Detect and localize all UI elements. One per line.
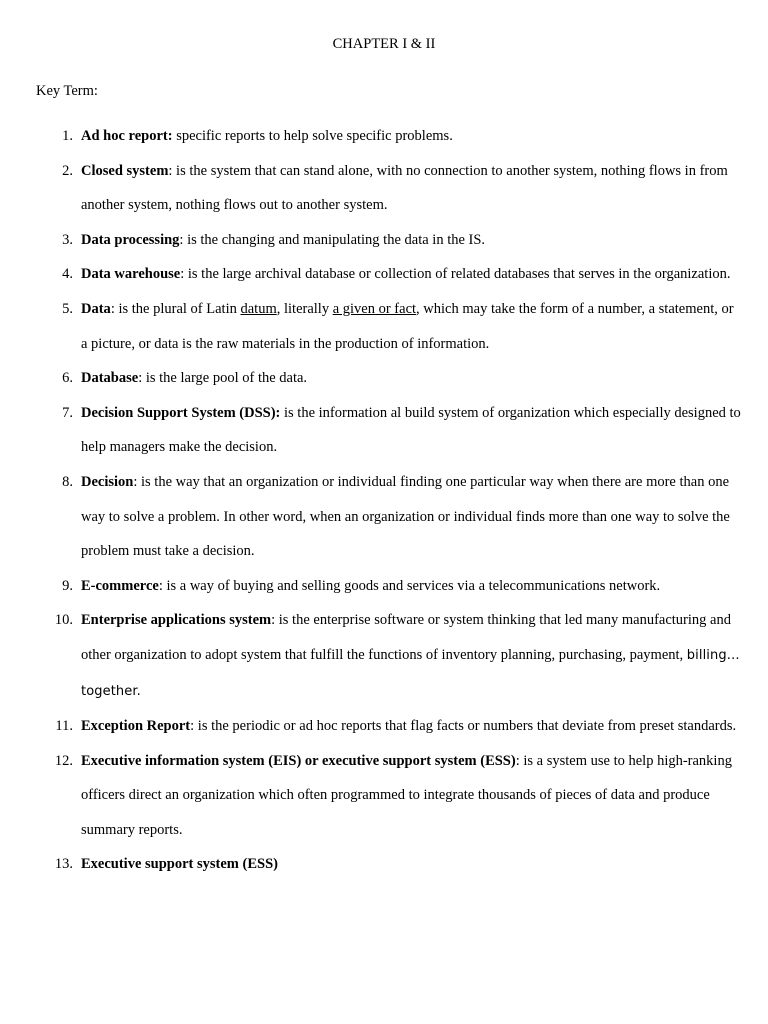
term-definition-tail: billing…together.	[81, 647, 740, 699]
term-label: Data processing	[81, 231, 180, 248]
term-definition: : is a system use to help high-ranking officers direct an organization which often programmed to integrate thousands of pieces of data and produce summary reports.	[81, 752, 732, 838]
term-definition: , literally	[276, 300, 333, 317]
term-label: E-commerce	[81, 577, 159, 594]
list-item	[0, 301, 768, 370]
item-number: 5.	[62, 300, 73, 317]
term-label: Data warehouse	[81, 266, 181, 283]
term-label: Database	[81, 370, 139, 387]
term-definition: : is the changing and manipulating the data in the IS.	[179, 231, 486, 248]
item-number: 10.	[54, 612, 73, 629]
key-term-heading: Key Term:	[36, 83, 98, 99]
key-terms-list	[0, 128, 768, 891]
underlined-phrase-given-fact: a given or fact	[332, 300, 417, 317]
term-label: Executive support system (ESS)	[81, 856, 278, 873]
item-number: 9.	[62, 577, 73, 594]
item-number: 12.	[54, 752, 73, 769]
underlined-word-datum: datum	[240, 300, 277, 317]
item-number: 6.	[62, 370, 73, 387]
item-number: 8.	[62, 473, 73, 490]
term-label: Decision Support System (DSS):	[81, 404, 281, 421]
term-label: Closed system	[81, 162, 169, 179]
list-item	[0, 753, 768, 857]
item-number: 2.	[62, 162, 73, 179]
list-item	[0, 405, 768, 474]
item-number: 11.	[55, 718, 73, 735]
term-label: Ad hoc report:	[81, 128, 173, 144]
term-definition: : is the periodic or ad hoc reports that flag facts or numbers that deviate from preset standards.	[190, 718, 737, 735]
term-label: Enterprise applications system	[81, 612, 272, 629]
item-number: 13.	[54, 856, 73, 873]
item-number: 7.	[62, 404, 73, 421]
term-definition: : is the plural of Latin	[110, 300, 241, 317]
term-definition: is the information al build system of organization which especially designed to help managers make the decision.	[81, 404, 741, 456]
term-definition: : is the system that can stand alone, with no connection to another system, nothing flows in from another system, nothing flows out to another system.	[81, 162, 728, 214]
term-definition: , which may take the form of a number, a statement, or a picture, or data is the raw materials in the production of information.	[81, 300, 734, 352]
term-label: Data	[81, 300, 111, 317]
list-item	[0, 612, 768, 718]
term-label: Decision	[81, 473, 134, 490]
term-label: Executive information system (EIS) or executive support system (ESS)	[81, 752, 516, 769]
term-label: Exception Report	[81, 718, 191, 735]
list-item	[0, 856, 768, 891]
term-definition: : is the enterprise software or system thinking that led many manufacturing and other organization to adopt system that fulfill the functions of inventory planning, purchasing, payment,	[81, 612, 731, 663]
term-definition: : is the large archival database or collection of related databases that serves in the organization.	[180, 266, 731, 283]
term-definition: : is a way of buying and selling goods and services via a telecommunications network.	[158, 577, 661, 594]
list-item	[0, 163, 768, 232]
list-item	[0, 474, 768, 578]
term-definition: : is the large pool of the data.	[138, 370, 308, 387]
term-definition: : is the way that an organization or individual finding one particular way when there are more than one way to solve a problem. In other word, when an organization or individual finds more than one way to solve the problem must take a decision.	[81, 473, 730, 560]
item-number: 1.	[62, 128, 73, 144]
item-number: 3.	[62, 231, 73, 248]
item-number: 4.	[62, 266, 73, 283]
chapter-title: CHAPTER I & II	[332, 36, 436, 52]
term-definition: specific reports to help solve specific problems.	[172, 128, 453, 144]
